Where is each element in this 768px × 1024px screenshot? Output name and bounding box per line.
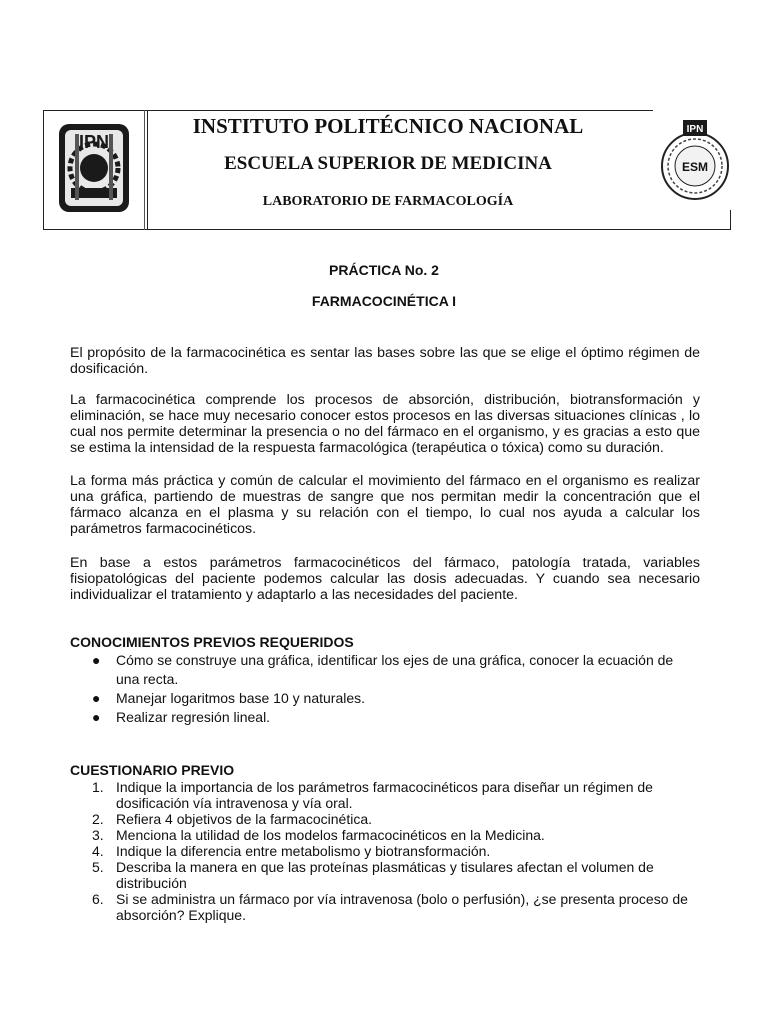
bullet-icon: ● bbox=[92, 652, 101, 668]
institute-title: INSTITUTO POLITÉCNICO NACIONAL bbox=[192, 114, 584, 138]
document-header bbox=[43, 110, 731, 230]
practice-title: FARMACOCINÉTICA I bbox=[311, 293, 457, 309]
list-item: ● Realizar regresión lineal. bbox=[92, 709, 271, 725]
paragraph-dosing: En base a estos parámetros farmacocinéticos del fármaco, patología tratada, variables fisiopatológicas del paciente podemos calcular las dosis adecuadas. Y cuando sea necesario individualizar el tratamiento y adaptarlo a las necesidades del paciente. bbox=[70, 555, 700, 603]
list-item: 5. Describa la manera en que las proteínas plasmáticas y tisulares afectan el volumen de distribución bbox=[92, 859, 654, 891]
header-divider-inner bbox=[144, 110, 145, 230]
list-item: 2. Refiera 4 objetivos de la farmacocinética. bbox=[92, 811, 373, 827]
paragraph-graph: La forma más práctica y común de calcular el movimiento del fármaco en el organismo es realizar una gráfica, partiendo de muestras de sangre que nos permitan medir la concentración que el fármaco alcanza en el plasma y su relación con el tiempo, lo cual nos ayuda a calcular los parámetros farmacocinéticos. bbox=[70, 473, 700, 537]
header-divider bbox=[147, 110, 148, 230]
lab-title: LABORATORIO DE FARMACOLOGÍA bbox=[262, 194, 514, 209]
school-title: ESCUELA SUPERIOR DE MEDICINA bbox=[224, 153, 552, 174]
svg-text:IPN: IPN bbox=[686, 124, 704, 135]
paragraph-processes: La farmacocinética comprende los procesos de absorción, distribución, biotransformación y eliminación, se hace muy necesario conocer estos procesos en las diversas situaciones clínicas , lo cual nos permite determinar la presencia o no del fármaco en el organismo, y es gracias a esto que se estima la intensidad de la respuesta farmacológica (terapéutica o tóxica) como su duración. bbox=[70, 392, 700, 456]
list-item: ● Cómo se construye una gráfica, identificar los ejes de una gráfica, conocer la ecuación de una recta. bbox=[92, 652, 674, 687]
questionnaire-list bbox=[70, 779, 700, 923]
list-item: ● Manejar logaritmos base 10 y naturales. bbox=[92, 690, 366, 706]
prerequisites-heading: CONOCIMIENTOS PREVIOS REQUERIDOS bbox=[70, 634, 354, 650]
list-item: 1. Indique la importancia de los parámetros farmacocinéticos para diseñar un régimen de dosificación vía intravenosa y vía oral. bbox=[92, 779, 653, 811]
questionnaire-heading: CUESTIONARIO PREVIO bbox=[70, 762, 235, 778]
prerequisites-list bbox=[70, 651, 700, 727]
bullet-icon: ● bbox=[92, 690, 101, 706]
svg-text:IPN: IPN bbox=[78, 132, 110, 152]
list-item: 6. Si se administra un fármaco por vía intravenosa (bolo o perfusión), ¿se presenta proceso de absorción? Explique. bbox=[92, 891, 688, 923]
practice-number: PRÁCTICA No. 2 bbox=[329, 262, 439, 278]
svg-text:ESM: ESM bbox=[681, 160, 709, 174]
paragraph-purpose: El propósito de la farmacocinética es sentar las bases sobre las que se elige el óptimo régimen de dosificación. bbox=[70, 345, 700, 377]
ipn-logo bbox=[51, 118, 137, 218]
list-item: 4. Indique la diferencia entre metabolismo y biotransformación. bbox=[92, 843, 491, 859]
bullet-icon: ● bbox=[92, 709, 101, 725]
list-item: 3. Menciona la utilidad de los modelos farmacocinéticos en la Medicina. bbox=[92, 827, 545, 843]
esm-logo bbox=[653, 110, 733, 210]
